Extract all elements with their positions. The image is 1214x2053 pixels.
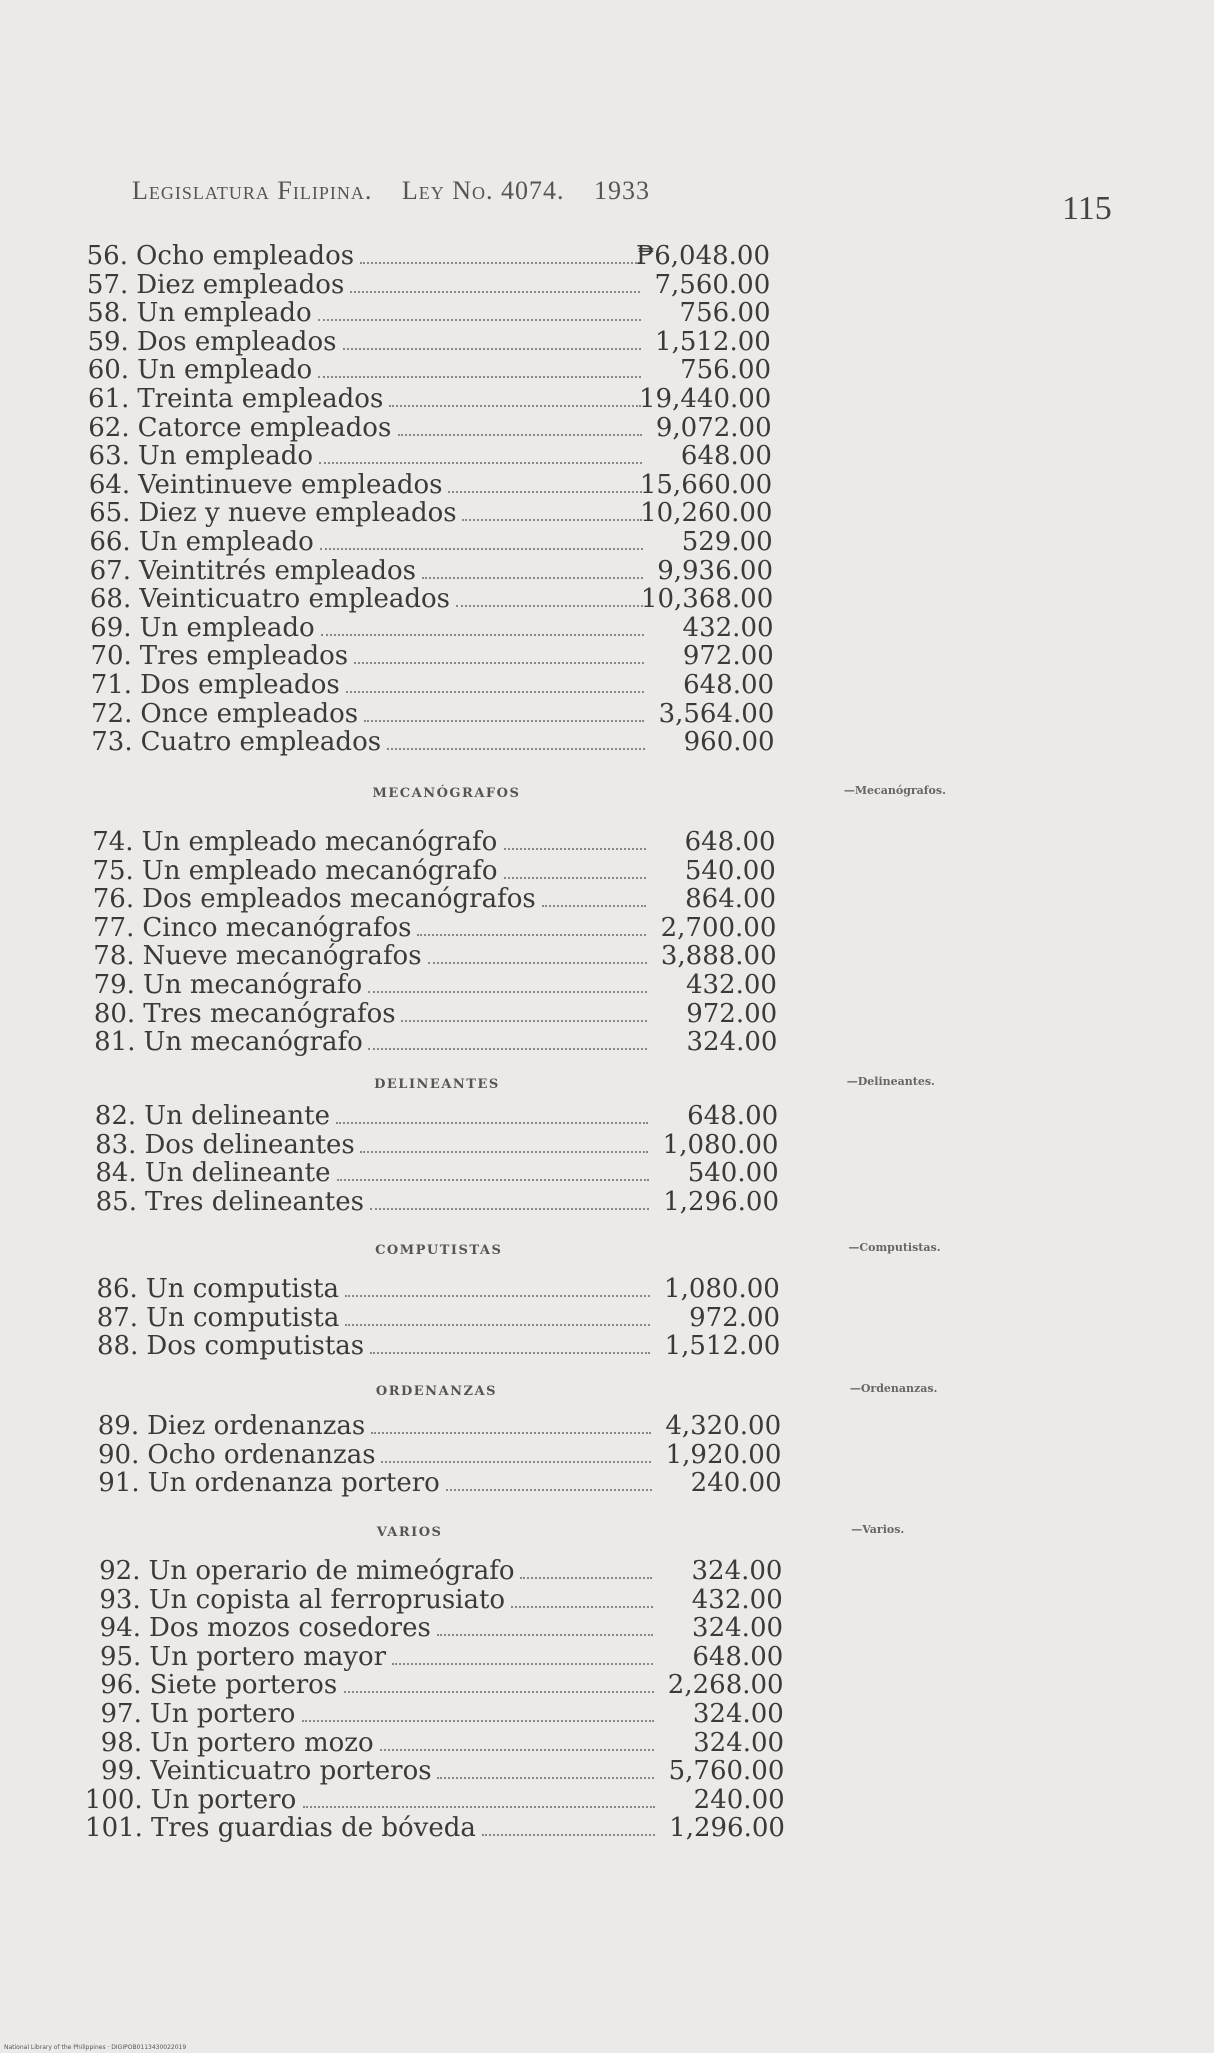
dot-leader <box>364 720 644 722</box>
item-amount: 1,296.00 <box>663 1186 779 1217</box>
item-amount: 960.00 <box>683 727 775 758</box>
item-amount: 540.00 <box>687 1158 779 1189</box>
item-amount: 324.00 <box>692 1613 784 1644</box>
dot-leader <box>320 548 643 550</box>
item-description: Un copista al ferroprusiato <box>148 1584 506 1615</box>
list-item <box>72 442 792 470</box>
dot-leader <box>302 1720 654 1722</box>
item-amount: 432.00 <box>682 612 774 643</box>
item-description: Treinta empleados <box>137 384 384 414</box>
item-description: Un empleado <box>136 298 312 329</box>
item-description: Un mecanógrafo <box>143 1027 363 1058</box>
item-description: Cinco mecanógrafos <box>142 912 412 943</box>
item-amount: 1,080.00 <box>662 1129 779 1160</box>
dot-leader <box>398 434 642 436</box>
item-amount: 1,512.00 <box>655 326 771 357</box>
item-description: Dos mozos cosedores <box>149 1613 431 1644</box>
item-number: 60. <box>87 355 130 386</box>
dot-leader <box>370 1208 649 1210</box>
list-item <box>83 1643 803 1671</box>
list-item <box>83 1586 803 1614</box>
dot-leader <box>303 1806 655 1808</box>
item-description: Diez empleados <box>136 269 345 300</box>
list-item <box>74 671 794 699</box>
item-description: Veinticuatro porteros <box>150 1756 432 1787</box>
dot-leader <box>437 1777 654 1779</box>
item-amount: 19,440.00 <box>639 384 772 414</box>
item-number: 70. <box>90 641 132 672</box>
item-description: Tres guardias de bóveda <box>150 1813 476 1844</box>
dot-leader <box>504 848 646 850</box>
item-description: Dos empleados <box>136 326 337 357</box>
item-description: Un empleado mecanógrafo <box>141 855 498 886</box>
item-description: Un computista <box>145 1274 340 1304</box>
item-amount: 972.00 <box>682 641 774 672</box>
list-item <box>78 1131 798 1159</box>
list-item <box>73 557 793 585</box>
item-description: Dos delineantes <box>144 1129 355 1160</box>
item-description: Dos empleados <box>140 670 340 700</box>
item-number: 58. <box>87 298 129 329</box>
item-amount: 3,888.00 <box>660 941 777 972</box>
item-number: 83. <box>95 1129 137 1160</box>
list-item <box>80 1275 800 1303</box>
dot-leader <box>381 1461 651 1463</box>
dot-leader <box>387 748 645 750</box>
item-description: Un portero mayor <box>149 1641 387 1672</box>
item-number: 62. <box>88 412 130 443</box>
item-number: 67. <box>89 555 131 586</box>
item-number: 91. <box>98 1468 140 1499</box>
dot-leader <box>370 1352 650 1354</box>
list-item <box>75 728 795 756</box>
dot-leader <box>354 662 644 664</box>
list-item <box>81 1412 801 1440</box>
list-item <box>70 242 790 270</box>
list-item <box>79 1188 799 1216</box>
item-description: Un mecanógrafo <box>142 970 363 1000</box>
dot-leader <box>371 1432 651 1434</box>
running-header <box>132 176 672 206</box>
item-number: 72. <box>90 698 133 729</box>
item-description: Un empleado <box>139 612 315 643</box>
item-number: 80. <box>93 998 136 1029</box>
dot-leader <box>520 1577 652 1579</box>
item-amount: 972.00 <box>686 998 778 1029</box>
item-description: Un delineante <box>144 1101 330 1131</box>
item-description: Un delineante <box>144 1158 331 1189</box>
list-item <box>80 1304 800 1332</box>
item-amount: 648.00 <box>684 827 776 857</box>
item-number: 78. <box>93 941 135 972</box>
list-item <box>74 700 794 728</box>
dot-leader <box>504 877 646 879</box>
dot-leader <box>344 1691 654 1693</box>
item-description: Veintitrés empleados <box>138 555 416 586</box>
dot-leader <box>380 1749 654 1751</box>
list-item <box>77 942 797 970</box>
list-item <box>84 1700 804 1728</box>
list-item <box>85 1814 805 1842</box>
item-number: 64. <box>88 469 131 500</box>
section-heading: COMPUTISTAS <box>375 1243 503 1258</box>
item-amount: 324.00 <box>691 1556 783 1586</box>
item-description: Dos empleados mecanógrafos <box>142 884 536 915</box>
list-item <box>85 1786 805 1814</box>
item-amount: 2,268.00 <box>667 1670 784 1701</box>
item-amount: 7,560.00 <box>654 269 771 300</box>
list-item <box>71 328 791 356</box>
list-item <box>82 1469 802 1497</box>
section-heading: VARIOS <box>376 1525 443 1540</box>
item-number: 79. <box>93 970 135 1000</box>
page-number: 115 <box>1062 190 1112 227</box>
item-description: Un computista <box>146 1302 340 1333</box>
item-number: 94. <box>99 1613 142 1644</box>
item-amount: 540.00 <box>684 855 776 886</box>
list-item <box>77 1000 797 1028</box>
item-description: Veintinueve empleados <box>138 469 443 500</box>
item-amount: 9,936.00 <box>657 555 773 586</box>
item-number: 89. <box>97 1411 140 1441</box>
item-amount: 9,072.00 <box>655 412 772 443</box>
list-item <box>79 1159 799 1187</box>
item-amount: 972.00 <box>689 1302 781 1333</box>
item-description: Un portero mozo <box>150 1727 374 1758</box>
item-number: 88. <box>96 1331 139 1362</box>
section-heading: DELINEANTES <box>374 1077 500 1092</box>
dot-leader <box>428 962 647 964</box>
item-description: Ocho ordenanzas <box>147 1439 376 1470</box>
item-amount: 1,512.00 <box>664 1331 781 1362</box>
dot-leader <box>321 634 644 636</box>
item-amount: 648.00 <box>692 1641 784 1672</box>
item-amount: 1,080.00 <box>664 1274 780 1304</box>
item-number: 100. <box>84 1784 143 1815</box>
item-description: Siete porteros <box>149 1670 338 1701</box>
item-number: 75. <box>92 855 134 886</box>
section-heading: MECANÓGRAFOS <box>372 786 521 801</box>
item-amount: 240.00 <box>693 1784 785 1815</box>
dot-leader <box>368 991 647 993</box>
item-description: Tres mecanógrafos <box>143 998 396 1029</box>
margin-note: —Mecanógrafos. <box>843 784 946 797</box>
item-number: 81. <box>94 1027 136 1058</box>
dot-leader <box>462 519 642 521</box>
dot-leader <box>318 319 641 321</box>
list-item <box>84 1729 804 1757</box>
list-item <box>73 585 793 613</box>
item-description: Dos computistas <box>146 1331 365 1362</box>
list-item <box>73 528 793 556</box>
item-description: Un operario de mimeógrafo <box>148 1556 515 1586</box>
list-item <box>76 885 796 913</box>
dot-leader <box>345 1295 650 1297</box>
dot-leader <box>389 405 641 407</box>
dot-leader <box>456 605 643 607</box>
item-number: 73. <box>91 727 133 758</box>
item-amount: 3,564.00 <box>658 698 775 729</box>
list-item <box>71 299 791 327</box>
item-description: Un empleado mecanógrafo <box>141 827 498 857</box>
item-amount: 756.00 <box>680 355 772 386</box>
item-number: 76. <box>92 884 135 915</box>
item-amount: 864.00 <box>685 884 777 915</box>
item-number: 57. <box>86 269 129 300</box>
item-description: Veinticuatro empleados <box>139 584 450 615</box>
item-amount: 324.00 <box>686 1027 778 1058</box>
item-number: 92. <box>99 1556 141 1586</box>
list-item <box>77 971 797 999</box>
dot-leader <box>511 1606 653 1608</box>
item-number: 77. <box>93 912 135 943</box>
item-amount: 1,920.00 <box>665 1439 782 1470</box>
list-item <box>76 914 796 942</box>
list-item <box>84 1757 804 1785</box>
item-amount: 529.00 <box>681 527 773 557</box>
header-year: 1933 <box>593 176 650 205</box>
list-item <box>77 1028 797 1056</box>
item-description: Un empleado <box>138 527 314 557</box>
item-amount: 5,760.00 <box>668 1756 785 1787</box>
list-item <box>74 614 794 642</box>
list-item <box>74 642 794 670</box>
item-number: 74. <box>92 827 134 857</box>
item-number: 97. <box>100 1699 142 1729</box>
dot-leader <box>319 462 642 464</box>
item-amount: 648.00 <box>687 1101 779 1131</box>
dot-leader <box>345 1324 650 1326</box>
list-item <box>81 1441 801 1469</box>
item-amount: 1,296.00 <box>669 1813 785 1844</box>
list-item <box>84 1671 804 1699</box>
dot-leader <box>437 1634 653 1636</box>
margin-note: —Computistas. <box>848 1241 941 1254</box>
dot-leader <box>417 934 646 936</box>
dot-leader <box>360 1151 648 1153</box>
header-title: Legislatura Filipina. <box>132 176 373 205</box>
list-item <box>72 499 792 527</box>
item-amount: 648.00 <box>680 441 772 472</box>
item-number: 95. <box>99 1641 142 1672</box>
margin-note: —Delineantes. <box>846 1075 935 1088</box>
dot-leader <box>448 491 642 493</box>
header-ley: Ley No. 4074. <box>401 176 565 205</box>
item-description: Un empleado <box>137 355 313 386</box>
item-amount: 756.00 <box>679 298 771 329</box>
item-description: Catorce empleados <box>137 412 392 443</box>
item-amount: 324.00 <box>693 1727 785 1758</box>
dot-leader <box>337 1179 649 1181</box>
dot-leader <box>422 577 643 579</box>
dot-leader <box>350 291 640 293</box>
list-item <box>70 271 790 299</box>
item-number: 69. <box>90 612 132 643</box>
item-amount: ₱6,048.00 <box>635 241 770 271</box>
item-description: Tres delineantes <box>144 1186 364 1217</box>
dot-leader <box>368 1048 647 1050</box>
dot-leader <box>482 1834 655 1836</box>
scan-footer: National Library of the Philippines · DIGIPOB0113430022019 <box>4 2044 187 2051</box>
item-number: 65. <box>89 498 131 529</box>
item-description: Diez y nueve empleados <box>138 498 457 529</box>
item-description: Ocho empleados <box>136 241 355 271</box>
item-number: 99. <box>101 1756 143 1787</box>
list-item <box>76 828 796 856</box>
item-description: Diez ordenanzas <box>147 1411 366 1441</box>
list-item <box>78 1102 798 1130</box>
item-number: 63. <box>88 441 130 472</box>
item-amount: 15,660.00 <box>639 469 773 500</box>
dot-leader <box>343 348 641 350</box>
item-description: Tres empleados <box>139 641 349 672</box>
item-amount: 432.00 <box>691 1584 783 1615</box>
item-number: 56. <box>86 241 128 271</box>
list-item <box>80 1332 800 1360</box>
dot-leader <box>336 1122 648 1124</box>
item-description: Un empleado <box>137 441 313 472</box>
list-item <box>83 1614 803 1642</box>
item-number: 93. <box>99 1584 141 1615</box>
item-amount: 2,700.00 <box>660 912 777 943</box>
margin-note: —Ordenanzas. <box>849 1382 938 1395</box>
item-description: Cuatro empleados <box>140 727 382 758</box>
dot-leader <box>446 1489 652 1491</box>
item-number: 90. <box>98 1439 140 1470</box>
dot-leader <box>401 1020 647 1022</box>
list-item <box>71 385 791 413</box>
margin-note: —Varios. <box>851 1523 905 1536</box>
item-amount: 10,368.00 <box>640 584 774 615</box>
item-number: 85. <box>95 1186 137 1217</box>
list-item <box>72 414 792 442</box>
list-item <box>72 471 792 499</box>
dot-leader <box>346 691 644 693</box>
section-heading: ORDENANZAS <box>375 1384 498 1399</box>
item-number: 98. <box>100 1727 143 1758</box>
item-number: 59. <box>87 326 129 357</box>
item-number: 87. <box>96 1302 139 1333</box>
dot-leader <box>542 905 646 907</box>
dot-leader <box>392 1663 653 1665</box>
item-number: 86. <box>96 1274 138 1304</box>
item-number: 66. <box>89 527 131 557</box>
dot-leader <box>360 262 640 264</box>
item-amount: 4,320.00 <box>665 1411 782 1441</box>
item-amount: 648.00 <box>683 670 775 700</box>
item-number: 68. <box>89 584 132 615</box>
list-item <box>71 356 791 384</box>
item-number: 61. <box>87 384 130 414</box>
item-number: 84. <box>95 1158 137 1189</box>
item-amount: 432.00 <box>685 970 777 1000</box>
item-number: 96. <box>100 1670 142 1701</box>
item-description: Un portero <box>149 1699 296 1729</box>
item-description: Un portero <box>150 1784 297 1815</box>
item-amount: 10,260.00 <box>640 498 773 529</box>
item-amount: 240.00 <box>690 1468 782 1499</box>
item-description: Nueve mecanógrafos <box>142 941 422 972</box>
item-description: Un ordenanza portero <box>147 1468 440 1499</box>
dot-leader <box>318 376 641 378</box>
item-number: 71. <box>90 670 133 700</box>
item-number: 82. <box>94 1101 137 1131</box>
item-number: 101. <box>85 1813 143 1844</box>
item-amount: 324.00 <box>692 1699 784 1729</box>
list-item <box>82 1557 802 1585</box>
list-item <box>76 857 796 885</box>
item-description: Once empleados <box>140 698 359 729</box>
